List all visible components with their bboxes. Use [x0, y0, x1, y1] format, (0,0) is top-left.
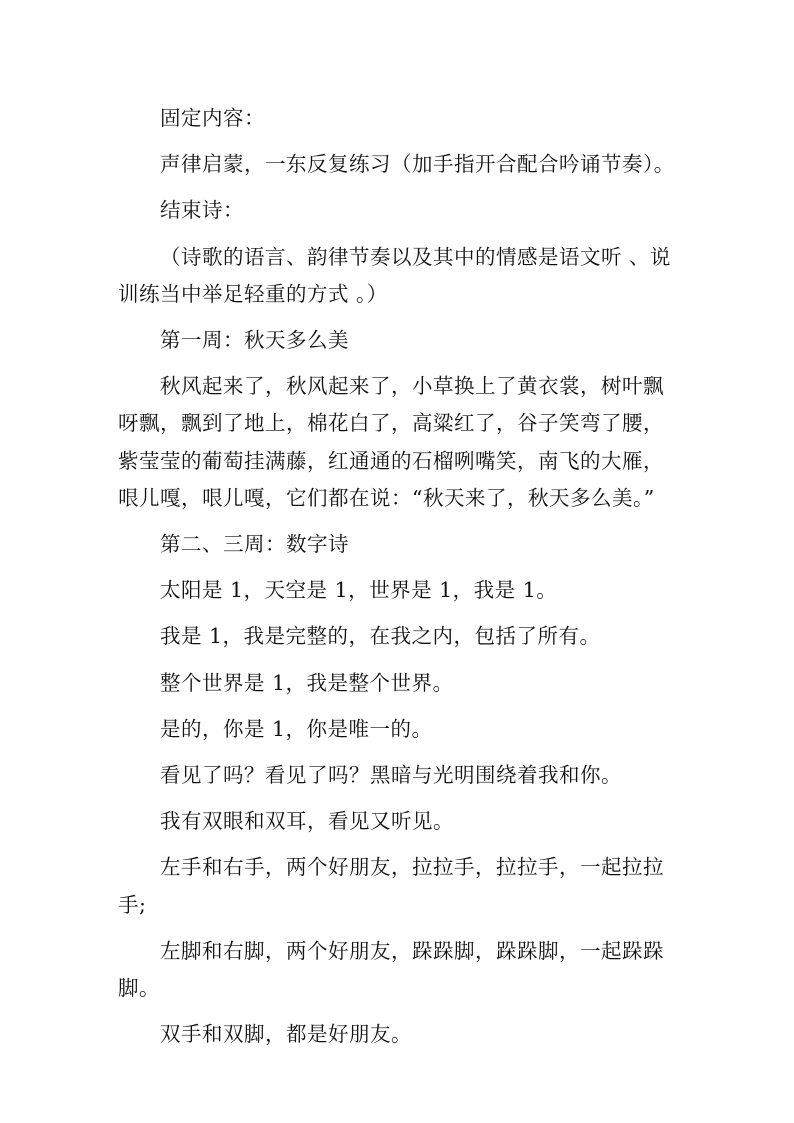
poem-hands-and-feet: 双手和双脚，都是好朋友。 [160, 1022, 412, 1047]
poem-feet: 左脚和右脚，两个好朋友，跺跺脚，跺跺脚，一起跺跺脚。 [118, 938, 664, 1001]
poem-number-line-6: 我有双眼和双耳，看见又听见。 [160, 809, 454, 834]
poem-number-line-1: 太阳是 1，天空是 1，世界是 1，我是 1。 [160, 578, 558, 603]
paragraph-fixed-content: 固定内容： [160, 106, 265, 130]
section-heading-week-1: 第一周：秋天多么美 [160, 328, 349, 353]
paragraph-spacer [118, 609, 678, 618]
paragraph-shenglv-qimeng: 声律启蒙，一东反复练习（加手指开合配合吟诵节奏）。 [160, 152, 675, 177]
paragraph-closing-poem-note: （诗歌的语言、韵律节奏以及其中的情感是语文听 、说训练当中举足轻重的方式 。） [118, 244, 672, 306]
paragraph-spacer [118, 702, 678, 711]
poem-number-line-3: 整个世界是 1，我是整个世界。 [160, 670, 454, 695]
paragraph-spacer [118, 359, 678, 368]
paragraph-spacer [118, 183, 678, 192]
document-body [118, 100, 678, 1053]
poem-number-line-4: 是的，你是 1，你是唯一的。 [160, 716, 433, 741]
paragraph-spacer [118, 794, 678, 803]
paragraph-spacer [118, 656, 678, 665]
paragraph-spacer [118, 517, 678, 526]
paragraph-closing-poem-heading: 结束诗： [160, 198, 244, 223]
paragraph-spacer [118, 840, 678, 849]
poem-autumn: 秋风起来了，秋风起来了，小草换上了黄衣裳，树叶飘呀飘，飘到了地上，棉花白了，高粱红了，谷子笑弯了腰，紫莹莹的葡萄挂满藤，红通通的石榴咧嘴笑，南飞的大雁，哏儿嘎，哏儿嘎，它们都在说：“秋天来了，秋天多么美。” [118, 374, 664, 510]
paragraph-spacer [118, 748, 678, 757]
poem-hands: 左手和右手，两个好朋友，拉拉手，拉拉手，一起拉拉手; [118, 855, 664, 917]
paragraph-spacer [118, 230, 678, 239]
paragraph-spacer [118, 313, 678, 322]
section-heading-week-2-3: 第二、三周：数字诗 [160, 532, 349, 557]
paragraph-spacer [118, 924, 678, 933]
poem-number-line-2: 我是 1，我是完整的，在我之内，包括了所有。 [160, 624, 601, 649]
paragraph-spacer [118, 1007, 678, 1016]
poem-number-line-5: 看见了吗？看见了吗？黑暗与光明围绕着我和你。 [160, 763, 622, 788]
paragraph-spacer [118, 137, 678, 146]
paragraph-spacer [118, 563, 678, 572]
